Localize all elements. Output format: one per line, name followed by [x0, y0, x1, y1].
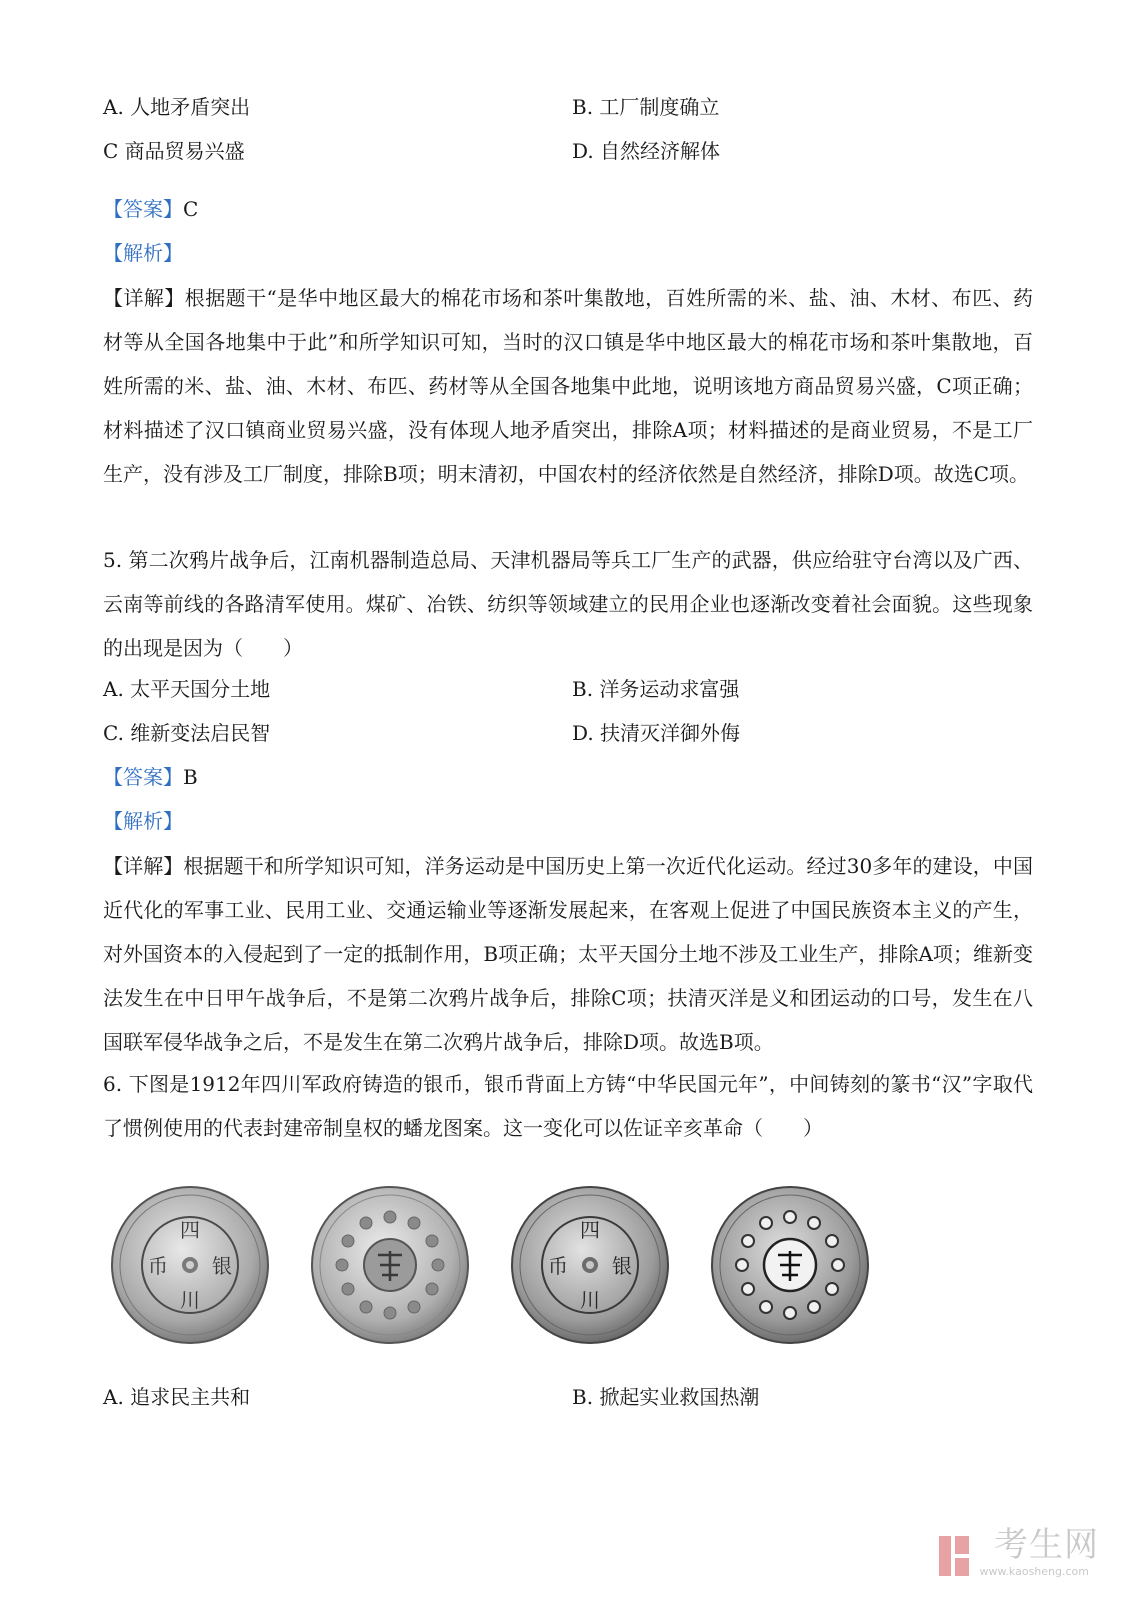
coin-char-bottom: 川 — [180, 1288, 200, 1312]
coin-char-left: 币 — [148, 1254, 168, 1278]
coin-front-image-1 — [110, 1185, 270, 1345]
q5-detail — [103, 844, 1033, 1064]
q6-option-b: B. 掀起实业救国热潮 — [572, 1385, 760, 1409]
q5-analysis-heading — [103, 808, 1031, 834]
watermark-url: www.kaosheng.com — [979, 1565, 1089, 1578]
coin2-char-right: 银 — [612, 1254, 632, 1278]
q5-option-b: B. 洋务运动求富强 — [572, 677, 740, 701]
q6-stem: 6. 下图是1912年四川军政府铸造的银币，银币背面上方铸“中华民国元年”，中间铸刻的篆书“汉”字取代了惯例使用的代表封建帝制皇权的蟠龙图案。这一变化可以佐证辛亥革命（ ） — [103, 1072, 1033, 1140]
q6-option-a: A. 追求民主共和 — [103, 1385, 251, 1409]
q5-option-d: D. 扶清灭洋御外侮 — [572, 721, 741, 745]
q4-detail-tag: 【详解】 — [103, 286, 185, 310]
q5-detail-text: 根据题干和所学知识可知，洋务运动是中国历史上第一次近代化运动。经过30多年的建设，中国近代化的军事工业、民用工业、交通运输业等逐渐发展起来，在客观上促进了中国民族资本主义的产生，对外国资本的入侵起到了一定的抵制作用，B项正确；太平天国分土地不涉及工业生产，排除A项；维新变法发生在中日甲午战争后，不是第二次鸦片战争后，排除C项；扶清灭洋是义和团运动的口号，发生在八国联军侵华战争之后，不是发生在第二次鸦片战争后，排除D项。故选B项。 — [103, 854, 1033, 1054]
q5-stem: 5. 第二次鸦片战争后，江南机器制造总局、天津机器局等兵工厂生产的武器，供应给驻守台湾以及广西、云南等前线的各路清军使用。煤矿、冶铁、纺织等领域建立的民用企业也逐渐改变着社会面貌。这些现象的出现是因为（ ） — [103, 548, 1033, 660]
watermark-logo-icon — [937, 1534, 971, 1578]
q5-detail-tag: 【详解】 — [103, 854, 184, 878]
q4-option-a: A. 人地矛盾突出 — [103, 95, 251, 119]
coin-images — [110, 1185, 890, 1355]
q4-answer-value: C — [183, 197, 199, 221]
q4-option-c: C 商品贸易兴盛 — [103, 139, 245, 163]
q4-answer — [103, 196, 1031, 222]
q5-answer — [103, 764, 1031, 790]
q4-analysis-heading — [103, 240, 1031, 266]
q5-option-a: A. 太平天国分土地 — [103, 677, 271, 701]
q4-detail-text: 根据题干“是华中地区最大的棉花市场和茶叶集散地，百姓所需的米、盐、油、木材、布匹、药材等从全国各地集中于此”和所学知识可知，当时的汉口镇是华中地区最大的棉花市场和茶叶集散地，百姓所需的米、盐、油、木材、布匹、药材等从全国各地集中此地，说明该地方商品贸易兴盛，C项正确；材料描述了汉口镇商业贸易兴盛，没有体现人地矛盾突出，排除A项；材料描述的是商业贸易，不是工厂生产，没有涉及工厂制度，排除B项；明末清初，中国农村的经济依然是自然经济，排除D项。故选C项。 — [103, 286, 1033, 486]
coin2-char-bottom: 川 — [580, 1288, 600, 1312]
coin2-char-top: 四 — [580, 1218, 600, 1242]
watermark-text: 考生网 — [994, 1525, 1099, 1565]
coin-char-right: 银 — [212, 1254, 232, 1278]
coin-char-top: 四 — [180, 1218, 200, 1242]
q4-option-d: D. 自然经济解体 — [572, 139, 721, 163]
q5-answer-tag: 【答案】 — [103, 765, 183, 789]
coin2-char-left: 币 — [548, 1254, 568, 1278]
q5-answer-value: B — [183, 765, 198, 789]
q4-analysis-tag: 【解析】 — [103, 241, 183, 265]
q4-detail — [103, 276, 1033, 496]
q4-answer-tag: 【答案】 — [103, 197, 183, 221]
coin-back-image-1 — [310, 1185, 470, 1345]
q5-option-c: C. 维新变法启民智 — [103, 721, 271, 745]
q5-analysis-tag: 【解析】 — [103, 809, 183, 833]
coin-front-image-2 — [510, 1185, 670, 1345]
q4-option-b: B. 工厂制度确立 — [572, 95, 720, 119]
coin-back-image-2 — [710, 1185, 870, 1345]
